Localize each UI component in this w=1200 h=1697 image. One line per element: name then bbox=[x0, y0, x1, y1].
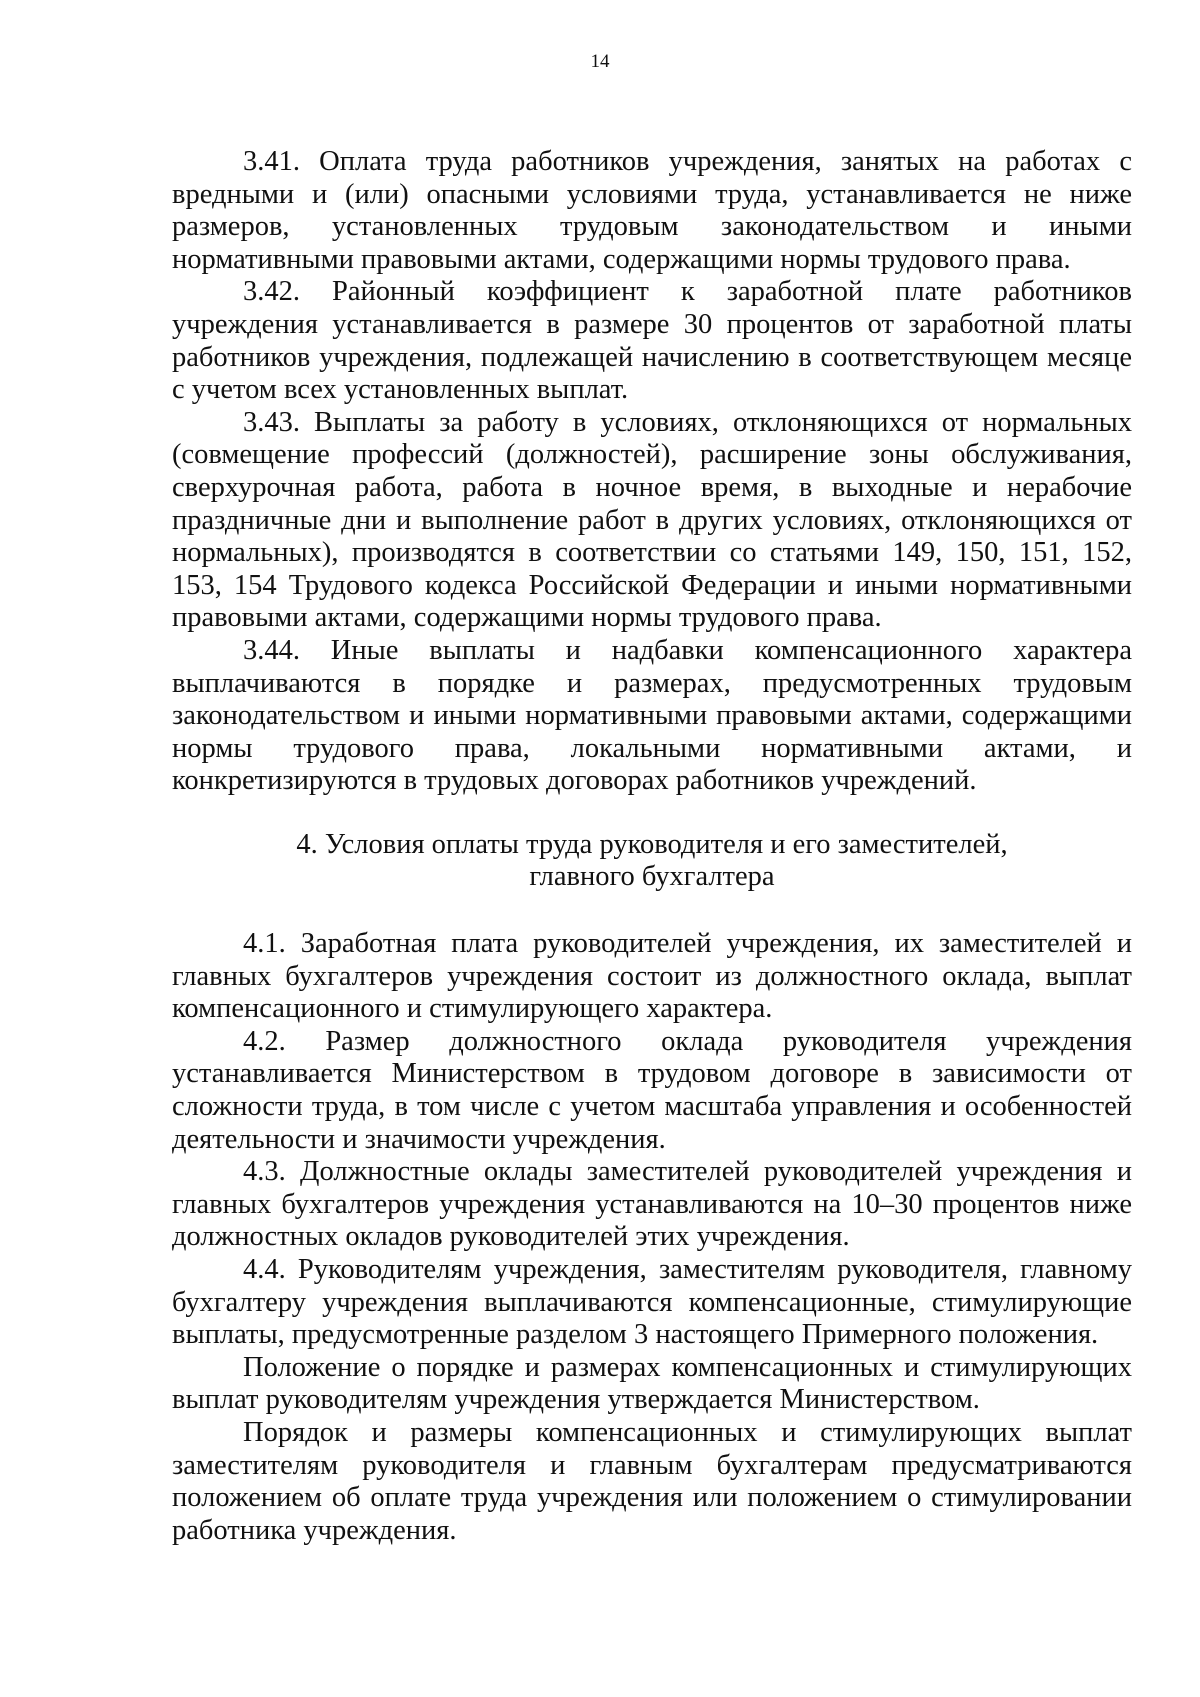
section-heading-line-2: главного бухгалтера bbox=[529, 861, 775, 893]
paragraph-3-41: 3.41. Оплата труда работников учреждения, занятых на работах с вредными и (или) опасными условиями труда, устанавливается не ниже размеров, установленных трудовым законодательством и иными нормативными правовыми актами, содержащими нормы трудового права. bbox=[172, 146, 1132, 275]
page-number: 14 bbox=[590, 51, 610, 72]
section-heading bbox=[172, 829, 1132, 894]
paragraph-3-42: 3.42. Районный коэффициент к заработной плате работников учреждения устанавливается в размере 30 процентов от заработной платы работников учреждения, подлежащей начислению в соответствующем месяце с учетом всех установленных выплат. bbox=[172, 276, 1132, 406]
paragraph-4-2: 4.2. Размер должностного оклада руководителя учреждения устанавливается Министерством в трудовом договоре в зависимости от сложности труда, в том числе с учетом масштаба управления и особенностей деятельности и значимости учреждения. bbox=[172, 1025, 1132, 1155]
paragraph-4-4: 4.4. Руководителям учреждения, заместителям руководителя, главному бухгалтеру учреждения выплачиваются компенсационные, стимулирующие выплаты, предусмотренные разделом 3 настоящего Примерного положения. bbox=[172, 1254, 1132, 1351]
paragraph-regulation: Положение о порядке и размерах компенсационных и стимулирующих выплат руководителям учреждения утверждается Министерством. bbox=[172, 1351, 1132, 1416]
paragraph-3-43: 3.43. Выплаты за работу в условиях, отклоняющихся от нормальных (совмещение профессий (должностей), расширение зоны обслуживания, сверхурочная работа, работа в ночное время, в выходные и нерабочие праздничные дни и выполнение работ в других условиях, отклоняющихся от нормальных), производятся в соответствии со статьями 149, 150, 151, 152, 153, 154 Трудового кодекса Российской Федерации и иными нормативными правовыми актами, содержащими нормы трудового права. bbox=[172, 406, 1132, 634]
section-heading-line-1: 4. Условия оплаты труда руководителя и его заместителей, bbox=[296, 828, 1008, 860]
paragraph-3-44: 3.44. Иные выплаты и надбавки компенсационного характера выплачиваются в порядке и размерах, предусмотренных трудовым законодательством и иными нормативными правовыми актами, содержащими нормы трудового права, локальными нормативными актами, и конкретизируются в трудовых договорах работников учреждений. bbox=[172, 634, 1132, 797]
paragraph-procedure: Порядок и размеры компенсационных и стимулирующих выплат заместителям руководителя и главным бухгалтерам предусматриваются положением об оплате труда учреждения или положением о стимулировании работника учреждения. bbox=[172, 1416, 1132, 1546]
document-body bbox=[172, 146, 1132, 1547]
paragraph-4-3: 4.3. Должностные оклады заместителей руководителей учреждения и главных бухгалтеров учреждения устанавливаются на 10–30 процентов ниже должностных окладов руководителей этих учреждения. bbox=[172, 1156, 1132, 1253]
paragraph-4-1: 4.1. Заработная плата руководителей учреждения, их заместителей и главных бухгалтеров учреждения состоит из должностного оклада, выплат компенсационного и стимулирующего характера. bbox=[172, 928, 1132, 1025]
